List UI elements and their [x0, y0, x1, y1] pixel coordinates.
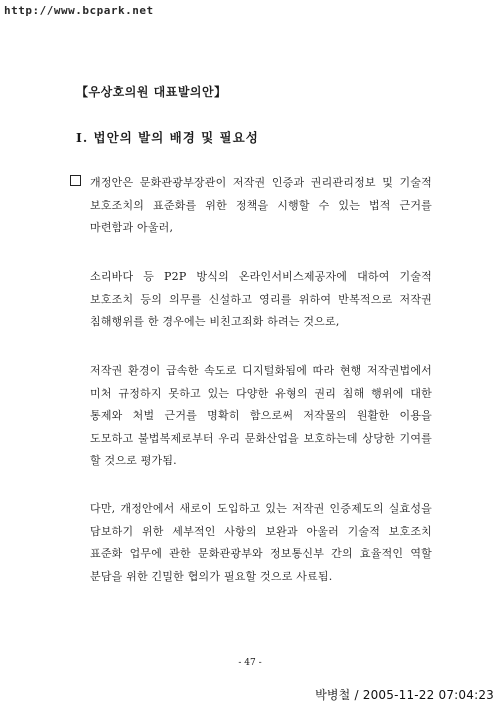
paragraph-4: 다만, 개정안에서 새로이 도입하고 있는 저작권 인증제도의 실효성을 담보하기 위한 세부적인 사항의 보완과 아울러 기술적 보호조치 표준화 업무에 관한 문화관광부와 정보통신부 간의 효율적인 역할 분담을 위한 긴밀한 협의가 필요할 것으로 사료됨.: [90, 502, 432, 583]
paragraph-3: 저작권 환경이 급속한 속도로 디지털화됨에 따라 현행 저작권법에서 미처 규정하지 못하고 있는 다양한 유형의 권리 침해 행위에 대한 통제와 처벌 근거를 명확히 함으로써 저작물의 원활한 이용을 도모하고 불법복제로부터 우리 문화산업을 보호하는데 상당한 기여를 할 것으로 평가됨.: [90, 364, 432, 467]
footer-author-timestamp: 박병철 / 2005-11-22 07:04:23: [315, 688, 494, 702]
paragraph-2: 소리바다 등 P2P 방식의 온라인서비스제공자에 대하여 기술적 보호조치 등의 의무를 신설하고 영리를 위하여 반복적으로 저작권 침해행위를 한 경우에는 비친고죄화 하려는 것으로,: [90, 270, 432, 328]
page-number: - 47 -: [238, 658, 262, 668]
document-title: 【우상호의원 대표발의안】: [76, 85, 227, 99]
watermark-url: http://www.bcpark.net: [4, 4, 154, 17]
checkbox-bullet-icon: [70, 175, 81, 186]
paragraph-1: 개정안은 문화관광부장관이 저작권 인증과 권리관리정보 및 기술적 보호조치의 표준화를 위한 정책을 시행할 수 있는 법적 근거를 마련함과 아울러,: [90, 176, 432, 234]
section-heading: I. 법안의 발의 배경 및 필요성: [76, 130, 259, 145]
